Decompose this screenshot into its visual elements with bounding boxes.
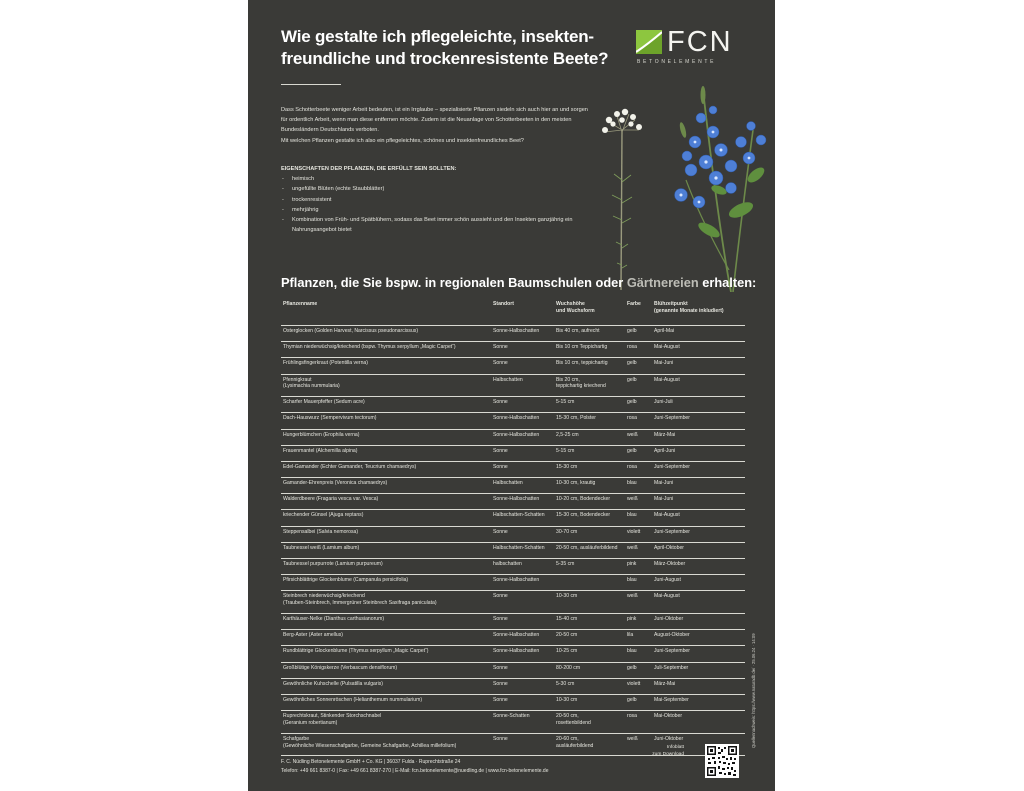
cell-wuchs: Bis 10 cm Teppichartig bbox=[554, 342, 625, 358]
cell-bluete: März-Oktober bbox=[652, 559, 745, 575]
table-row bbox=[281, 374, 745, 397]
cell-farbe: rosa bbox=[625, 413, 652, 429]
cell-bluete: Mai-Juni bbox=[652, 358, 745, 374]
cell-name: Gewöhnliches Sonnenröschen (Helianthemum nummularium) bbox=[281, 694, 491, 710]
cell-wuchs: 5-35 cm bbox=[554, 559, 625, 575]
cell-standort: Sonne bbox=[491, 733, 554, 756]
cell-wuchs: 20-60 cm, ausläuferbildend bbox=[554, 733, 625, 756]
cell-name: Hungerblümchen (Erophila verna) bbox=[281, 429, 491, 445]
table-row bbox=[281, 397, 745, 413]
cell-farbe: gelb bbox=[625, 358, 652, 374]
cell-bluete: Juni-September bbox=[652, 526, 745, 542]
table-row bbox=[281, 559, 745, 575]
cell-bluete: April-Juni bbox=[652, 445, 745, 461]
download-hint: Infoblatt zum Download bbox=[652, 745, 684, 757]
cell-standort: Sonne-Halbschatten bbox=[491, 326, 554, 342]
table-row bbox=[281, 413, 745, 429]
cell-wuchs: 2,5-25 cm bbox=[554, 429, 625, 445]
property-item: - ungefüllte Blüten (echte Staubblätter) bbox=[281, 184, 591, 194]
cell-wuchs: 15-30 cm bbox=[554, 461, 625, 477]
cell-name: Scharfer Mauerpfeffer (Sedum acre) bbox=[281, 397, 491, 413]
cell-standort: Sonne bbox=[491, 614, 554, 630]
cell-standort: Sonne bbox=[491, 678, 554, 694]
fcn-logo bbox=[636, 26, 744, 72]
cell-standort: Halbschatten bbox=[491, 374, 554, 397]
cell-name: Schafgarbe (Gewöhnliche Wiesenschafgarbe, Gemeine Schafgarbe, Achillea millefolium) bbox=[281, 733, 491, 756]
title-divider bbox=[281, 84, 341, 85]
cell-wuchs: 20-50 cm, ausläuferbildend bbox=[554, 542, 625, 558]
plants-table bbox=[281, 299, 745, 756]
cell-farbe: rosa bbox=[625, 711, 652, 734]
source-note bbox=[751, 600, 757, 750]
table-row bbox=[281, 711, 745, 734]
cell-name: Steinbrech niederwüchsig/kriechend (Trauben-Steinbrech, Immergrüner Steinbrech Saxifraga paniculata) bbox=[281, 591, 491, 614]
table-row bbox=[281, 630, 745, 646]
cell-standort: Sonne-Halbschatten bbox=[491, 646, 554, 662]
table-row bbox=[281, 614, 745, 630]
footer-company: F. C. Nüdling Betonelemente GmbH + Co. KG | 36037 Fulda · Ruprechtstraße 24 bbox=[281, 759, 461, 765]
table-row bbox=[281, 342, 745, 358]
cell-name: Steppensalbei (Salvia nemorosa) bbox=[281, 526, 491, 542]
cell-wuchs: 10-20 cm, Bodendecker bbox=[554, 494, 625, 510]
cell-name: Walderdbeere (Fragaria vesca var. Vesca) bbox=[281, 494, 491, 510]
properties-heading: EIGENSCHAFTEN DER PFLANZEN, DIE ERFÜLLT SEIN SOLLTEN: bbox=[281, 166, 457, 172]
cell-bluete: Juni-September bbox=[652, 646, 745, 662]
cell-farbe: gelb bbox=[625, 662, 652, 678]
cell-wuchs: 10-25 cm bbox=[554, 646, 625, 662]
table-title-faded: Gärtnereien bbox=[626, 275, 699, 290]
title-line-1: Wie gestalte ich pflegeleichte, insekten- bbox=[281, 27, 594, 46]
cell-farbe: lila bbox=[625, 630, 652, 646]
infosheet-poster bbox=[248, 0, 775, 791]
plant-rows bbox=[281, 326, 745, 756]
intro-paragraph: Dass Schotterbeete weniger Arbeit bedeuten, ist ein Irrglaube – spezialisierte Pflanzen siedeln sich auch hier an und sorgen für ordentlich Arbeit, wenn man diese entfernen möchte. Zudem ist die Neuanlage von Schotterbeeten in den meisten Bundesländern Deutschlands verboten. bbox=[281, 107, 588, 134]
cell-wuchs: 15-40 cm bbox=[554, 614, 625, 630]
cell-bluete: Juni-Juli bbox=[652, 397, 745, 413]
qr-code-icon[interactable] bbox=[705, 744, 739, 778]
cell-farbe: gelb bbox=[625, 374, 652, 397]
table-row bbox=[281, 575, 745, 591]
cell-bluete: März-Mai bbox=[652, 429, 745, 445]
cell-standort: Sonne bbox=[491, 342, 554, 358]
table-row bbox=[281, 358, 745, 374]
cell-farbe: pink bbox=[625, 614, 652, 630]
property-item: - Kombination von Früh- und Spätblühern, sodass das Beet immer schön aussieht und den Insekten ganzjährig ein Nahrungsangebot bietet bbox=[281, 215, 591, 235]
cell-standort: Halbschatten-Schatten bbox=[491, 542, 554, 558]
cell-bluete: Mai-Oktober bbox=[652, 711, 745, 734]
cell-wuchs bbox=[554, 575, 625, 591]
table-row bbox=[281, 591, 745, 614]
cell-standort: halbschatten bbox=[491, 559, 554, 575]
cell-wuchs: 15-30 cm, Bodendecker bbox=[554, 510, 625, 526]
cell-bluete: Juli-September bbox=[652, 662, 745, 678]
table-row bbox=[281, 662, 745, 678]
cell-standort: Sonne-Halbschatten bbox=[491, 630, 554, 646]
cell-name: Taubnessel purpurrote (Lamium purpureum) bbox=[281, 559, 491, 575]
cell-wuchs: 10-30 cm bbox=[554, 694, 625, 710]
cell-farbe: gelb bbox=[625, 326, 652, 342]
column-header-bluete: Blühzeitpunkt (genannte Monate inkludiert) bbox=[652, 299, 745, 326]
cell-standort: Halbschatten bbox=[491, 478, 554, 494]
plant-properties bbox=[281, 164, 591, 235]
cell-standort: Halbschatten-Schatten bbox=[491, 510, 554, 526]
column-header-wuchs: Wuchshöhe und Wuchsform bbox=[554, 299, 625, 326]
cell-bluete: Mai-August bbox=[652, 510, 745, 526]
title-line-2: freundliche und trockenresistente Beete? bbox=[281, 49, 609, 68]
table-row bbox=[281, 494, 745, 510]
cell-standort: Sonne-Halbschatten bbox=[491, 429, 554, 445]
table-row bbox=[281, 542, 745, 558]
cell-farbe: weiß bbox=[625, 429, 652, 445]
cell-bluete: Juni-August bbox=[652, 575, 745, 591]
cell-wuchs: 5-15 cm bbox=[554, 445, 625, 461]
cell-bluete: August-Oktober bbox=[652, 630, 745, 646]
cell-name: Gamander-Ehrenpreis (Veronica chamaedrys) bbox=[281, 478, 491, 494]
cell-wuchs: Bis 40 cm, aufrecht bbox=[554, 326, 625, 342]
intro-question: Mit welchen Pflanzen gestalte ich also ein pflegeleichtes, schönes und insektenfreundliches Beet? bbox=[281, 137, 524, 144]
table-header-row bbox=[281, 299, 745, 326]
table-row bbox=[281, 510, 745, 526]
cell-standort: Sonne bbox=[491, 526, 554, 542]
cell-name: Pfennigkraut (Lysimachia nummularia) bbox=[281, 374, 491, 397]
cell-standort: Sonne-Halbschatten bbox=[491, 575, 554, 591]
table-row bbox=[281, 526, 745, 542]
cell-farbe: blau bbox=[625, 510, 652, 526]
cell-farbe: gelb bbox=[625, 694, 652, 710]
cell-name: Edel-Gamander (Echter Gamander, Teucrium chamaedrys) bbox=[281, 461, 491, 477]
cell-name: Thymian niederwüchsig/kriechend (bspw. Thymus serpyllum „Magic Carpet“) bbox=[281, 342, 491, 358]
cell-bluete: Mai-Juni bbox=[652, 494, 745, 510]
cell-name: Rundblättrige Glockenblume (Thymus serpyllum „Magic Carpet“) bbox=[281, 646, 491, 662]
footer bbox=[281, 758, 631, 775]
intro-text bbox=[281, 105, 591, 146]
page-title bbox=[281, 26, 611, 70]
cell-name: Gewöhnliche Kuhschelle (Pulsatilla vulgaris) bbox=[281, 678, 491, 694]
cell-farbe: rosa bbox=[625, 461, 652, 477]
cell-name: Ruprechtskraut, Stinkender Storchschnabel (Geranium robertianum) bbox=[281, 711, 491, 734]
property-item: - heimisch bbox=[281, 174, 591, 184]
cell-standort: Sonne bbox=[491, 358, 554, 374]
table-row bbox=[281, 478, 745, 494]
cell-bluete: Juni-September bbox=[652, 413, 745, 429]
cell-standort: Sonne-Halbschatten bbox=[491, 413, 554, 429]
cell-farbe: weiß bbox=[625, 542, 652, 558]
cell-bluete: Mai-August bbox=[652, 374, 745, 397]
cell-bluete: Juni-September bbox=[652, 461, 745, 477]
cell-farbe: gelb bbox=[625, 397, 652, 413]
cell-wuchs: 20-50 cm bbox=[554, 630, 625, 646]
cell-standort: Sonne bbox=[491, 397, 554, 413]
cell-wuchs: 5-30 cm bbox=[554, 678, 625, 694]
cell-bluete: Juni-Oktober bbox=[652, 733, 745, 756]
cell-farbe: violett bbox=[625, 526, 652, 542]
cell-wuchs: 30-70 cm bbox=[554, 526, 625, 542]
footer-contact: Telefon: +49 661 8387-0 | Fax: +49 661 8387-270 | E-Mail: fcn.betonelemente@nuedling.de | www.fcn-betonelemente.de bbox=[281, 767, 549, 774]
logo-subtitle: BETONELEMENTE bbox=[637, 59, 717, 65]
cell-name: Berg-Aster (Aster amellus) bbox=[281, 630, 491, 646]
table-title-main: Pflanzen, die Sie bspw. in regionalen Baumschulen oder bbox=[281, 275, 627, 290]
cell-name: Taubnessel weiß (Lamium album) bbox=[281, 542, 491, 558]
table-row bbox=[281, 445, 745, 461]
cell-wuchs: 20-50 cm, rosettenbildend bbox=[554, 711, 625, 734]
table-row bbox=[281, 461, 745, 477]
column-header-name: Pflanzenname bbox=[281, 299, 491, 326]
logo-wordmark: FCN bbox=[667, 26, 733, 58]
cell-name: Großblütige Königskerze (Verbascum densiflorum) bbox=[281, 662, 491, 678]
cell-farbe: violett bbox=[625, 678, 652, 694]
cell-standort: Sonne bbox=[491, 445, 554, 461]
table-row bbox=[281, 678, 745, 694]
cell-bluete: Mai-August bbox=[652, 591, 745, 614]
cell-name: Frühlingsfingerkraut (Potentilla verna) bbox=[281, 358, 491, 374]
cell-name: kriechender Günsel (Ajuga reptans) bbox=[281, 510, 491, 526]
cell-standort: Sonne bbox=[491, 694, 554, 710]
cell-wuchs: Bis 10 cm, teppichartig bbox=[554, 358, 625, 374]
cell-farbe: gelb bbox=[625, 445, 652, 461]
cell-farbe: pink bbox=[625, 559, 652, 575]
cell-name: Pfirsichblättrige Glockenblume (Campanula persicifolia) bbox=[281, 575, 491, 591]
cell-standort: Sonne bbox=[491, 662, 554, 678]
table-title-end: erhalten: bbox=[698, 275, 757, 290]
cell-bluete: Mai-August bbox=[652, 342, 745, 358]
cell-farbe: weiß bbox=[625, 591, 652, 614]
cell-bluete: April-Mai bbox=[652, 326, 745, 342]
cell-name: Karthäuser-Nelke (Dianthus carthusianorum) bbox=[281, 614, 491, 630]
cell-name: Osterglocken (Golden Harvest, Narcissus pseudonarcissus) bbox=[281, 326, 491, 342]
source-note-text: Quellennachweis: https://www.naturadb.de/ · 25.06.24 · 14:09 bbox=[751, 633, 756, 748]
column-header-standort: Standort bbox=[491, 299, 554, 326]
table-row bbox=[281, 646, 745, 662]
cell-standort: Sonne bbox=[491, 461, 554, 477]
cell-wuchs: 80-200 cm bbox=[554, 662, 625, 678]
cell-standort: Sonne-Schatten bbox=[491, 711, 554, 734]
cell-standort: Sonne bbox=[491, 591, 554, 614]
cell-bluete: Juni-Oktober bbox=[652, 614, 745, 630]
cell-bluete: März-Mai bbox=[652, 678, 745, 694]
cell-farbe: weiß bbox=[625, 733, 652, 756]
table-title bbox=[281, 275, 757, 290]
cell-bluete: April-Oktober bbox=[652, 542, 745, 558]
flower-illustration-icon bbox=[591, 70, 775, 292]
table-row bbox=[281, 694, 745, 710]
cell-bluete: Mai-Juni bbox=[652, 478, 745, 494]
properties-list bbox=[281, 174, 591, 235]
cell-wuchs: 15-30 cm, Polster bbox=[554, 413, 625, 429]
cell-wuchs: Bis 20 cm, teppichartig kriechend bbox=[554, 374, 625, 397]
table-row bbox=[281, 326, 745, 342]
cell-farbe: blau bbox=[625, 575, 652, 591]
property-item: - trockenresistent bbox=[281, 195, 591, 205]
cell-farbe: blau bbox=[625, 646, 652, 662]
cell-wuchs: 10-30 cm, krautig bbox=[554, 478, 625, 494]
column-header-farbe: Farbe bbox=[625, 299, 652, 326]
table-row bbox=[281, 429, 745, 445]
cell-bluete: Mai-September bbox=[652, 694, 745, 710]
cell-farbe: rosa bbox=[625, 342, 652, 358]
cell-name: Frauenmantel (Alchemilla alpina) bbox=[281, 445, 491, 461]
cell-standort: Sonne-Halbschatten bbox=[491, 494, 554, 510]
logo-leaf-icon bbox=[636, 30, 662, 54]
cell-wuchs: 10-30 cm bbox=[554, 591, 625, 614]
cell-name: Dach-Hauswurz (Sempervivum tectorum) bbox=[281, 413, 491, 429]
cell-wuchs: 5-15 cm bbox=[554, 397, 625, 413]
cell-farbe: weiß bbox=[625, 494, 652, 510]
property-item: - mehrjährig bbox=[281, 205, 591, 215]
cell-farbe: blau bbox=[625, 478, 652, 494]
